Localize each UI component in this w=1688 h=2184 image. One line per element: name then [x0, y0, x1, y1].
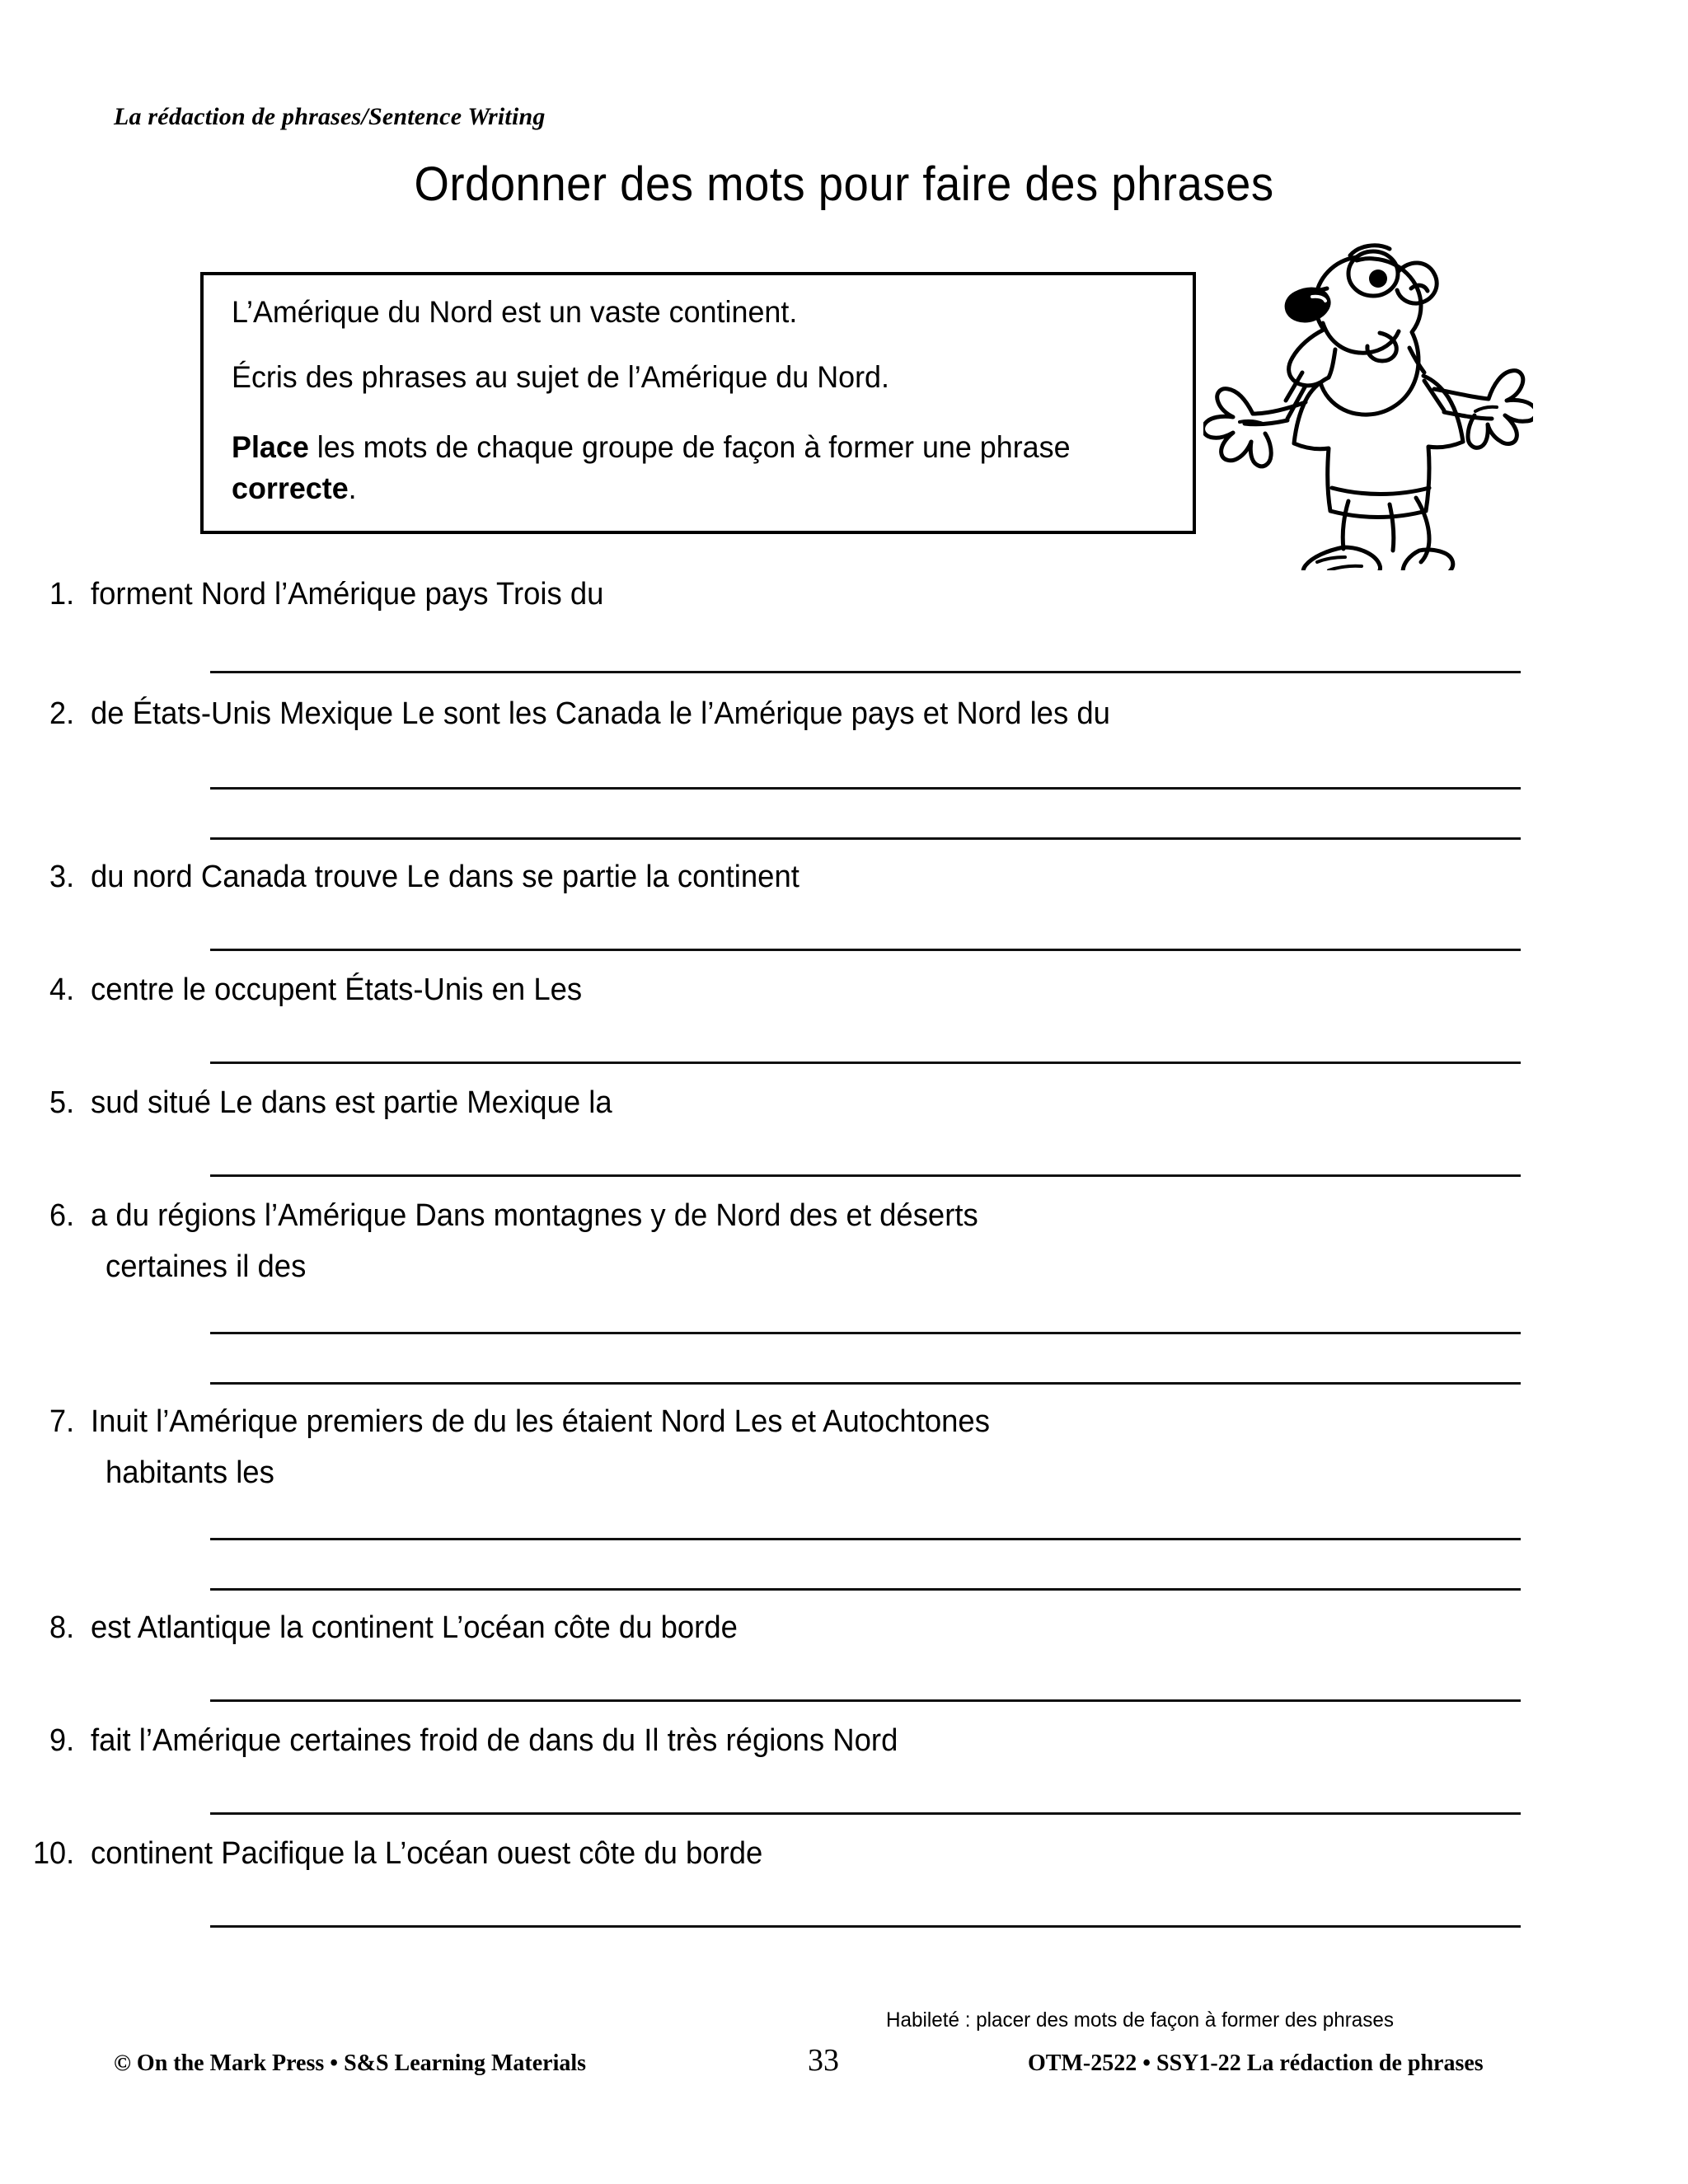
question-number-4: 4.	[49, 972, 75, 1007]
question-number-9: 9.	[49, 1723, 75, 1758]
question-text-10: continent Pacifique la L’océan ouest côte du borde	[91, 1836, 763, 1871]
question-text-6: a du régions l’Amérique Dans montagnes y de Nord des et déserts	[91, 1198, 978, 1233]
question-item-8	[0, 1602, 1688, 1715]
question-text-1: forment Nord l’Amérique pays Trois du	[91, 577, 604, 612]
question-text-7-cont: habitants les	[106, 1455, 274, 1490]
page-title: Ordonner des mots pour faire des phrases	[414, 157, 1274, 211]
question-text-7: Inuit l’Amérique premiers de du les étaient Nord Les et Autochtones	[91, 1404, 990, 1439]
instruction-line-1: L’Amérique du Nord est un vaste continent.	[232, 295, 798, 329]
question-text-6-cont: certaines il des	[106, 1249, 307, 1284]
page-number: 33	[808, 2043, 839, 2078]
question-text-2: de États-Unis Mexique Le sont les Canada le l’Amérique pays et Nord les du	[91, 696, 1110, 731]
question-number-3: 3.	[49, 860, 75, 894]
question-number-10: 10.	[32, 1836, 75, 1871]
question-item-4	[0, 964, 1688, 1077]
instruction-line-3-period: .	[348, 471, 357, 505]
question-item-10	[0, 1828, 1688, 1928]
question-item-2	[0, 688, 1688, 851]
question-item-9	[0, 1715, 1688, 1828]
instruction-emphasis-correcte: correcte	[232, 471, 349, 505]
question-number-8: 8.	[49, 1610, 75, 1645]
question-text-3: du nord Canada trouve Le dans se partie la continent	[91, 860, 799, 894]
instruction-emphasis-place: Place	[232, 429, 309, 464]
question-item-3	[0, 851, 1688, 964]
answer-line[interactable]	[210, 1925, 1521, 1928]
question-number-6: 6.	[49, 1198, 75, 1233]
question-text-5: sud situé Le dans est partie Mexique la	[91, 1085, 612, 1120]
question-item-5	[0, 1077, 1688, 1190]
instruction-line-2: Écris des phrases au sujet de l’Amérique du Nord.	[232, 359, 889, 394]
question-text-8: est Atlantique la continent L’océan côte du borde	[91, 1610, 738, 1645]
question-number-5: 5.	[49, 1085, 75, 1120]
question-number-7: 7.	[49, 1404, 75, 1439]
question-text-9: fait l’Amérique certaines froid de dans du Il très régions Nord	[91, 1723, 898, 1758]
question-list	[0, 569, 1688, 1928]
question-number-2: 2.	[49, 696, 75, 731]
instruction-line-3	[232, 427, 1140, 509]
instruction-line-3-body: les mots de chaque groupe de façon à former une phrase	[308, 429, 1071, 464]
copyright-notice: © On the Mark Press • S&S Learning Materials	[114, 2050, 587, 2076]
question-number-1: 1.	[49, 577, 75, 612]
question-item-6	[0, 1190, 1688, 1396]
question-item-1	[0, 569, 1688, 688]
skill-note: Habileté : placer des mots de façon à former des phrases	[886, 2008, 1394, 2032]
question-item-7	[0, 1396, 1688, 1602]
product-reference: OTM-2522 • SSY1-22 La rédaction de phrases	[1028, 2050, 1484, 2076]
cartoon-bear-icon	[1203, 224, 1533, 570]
instruction-box	[200, 272, 1196, 534]
question-text-4: centre le occupent États-Unis en Les	[91, 972, 583, 1007]
running-head: La rédaction de phrases/Sentence Writing	[114, 103, 546, 130]
